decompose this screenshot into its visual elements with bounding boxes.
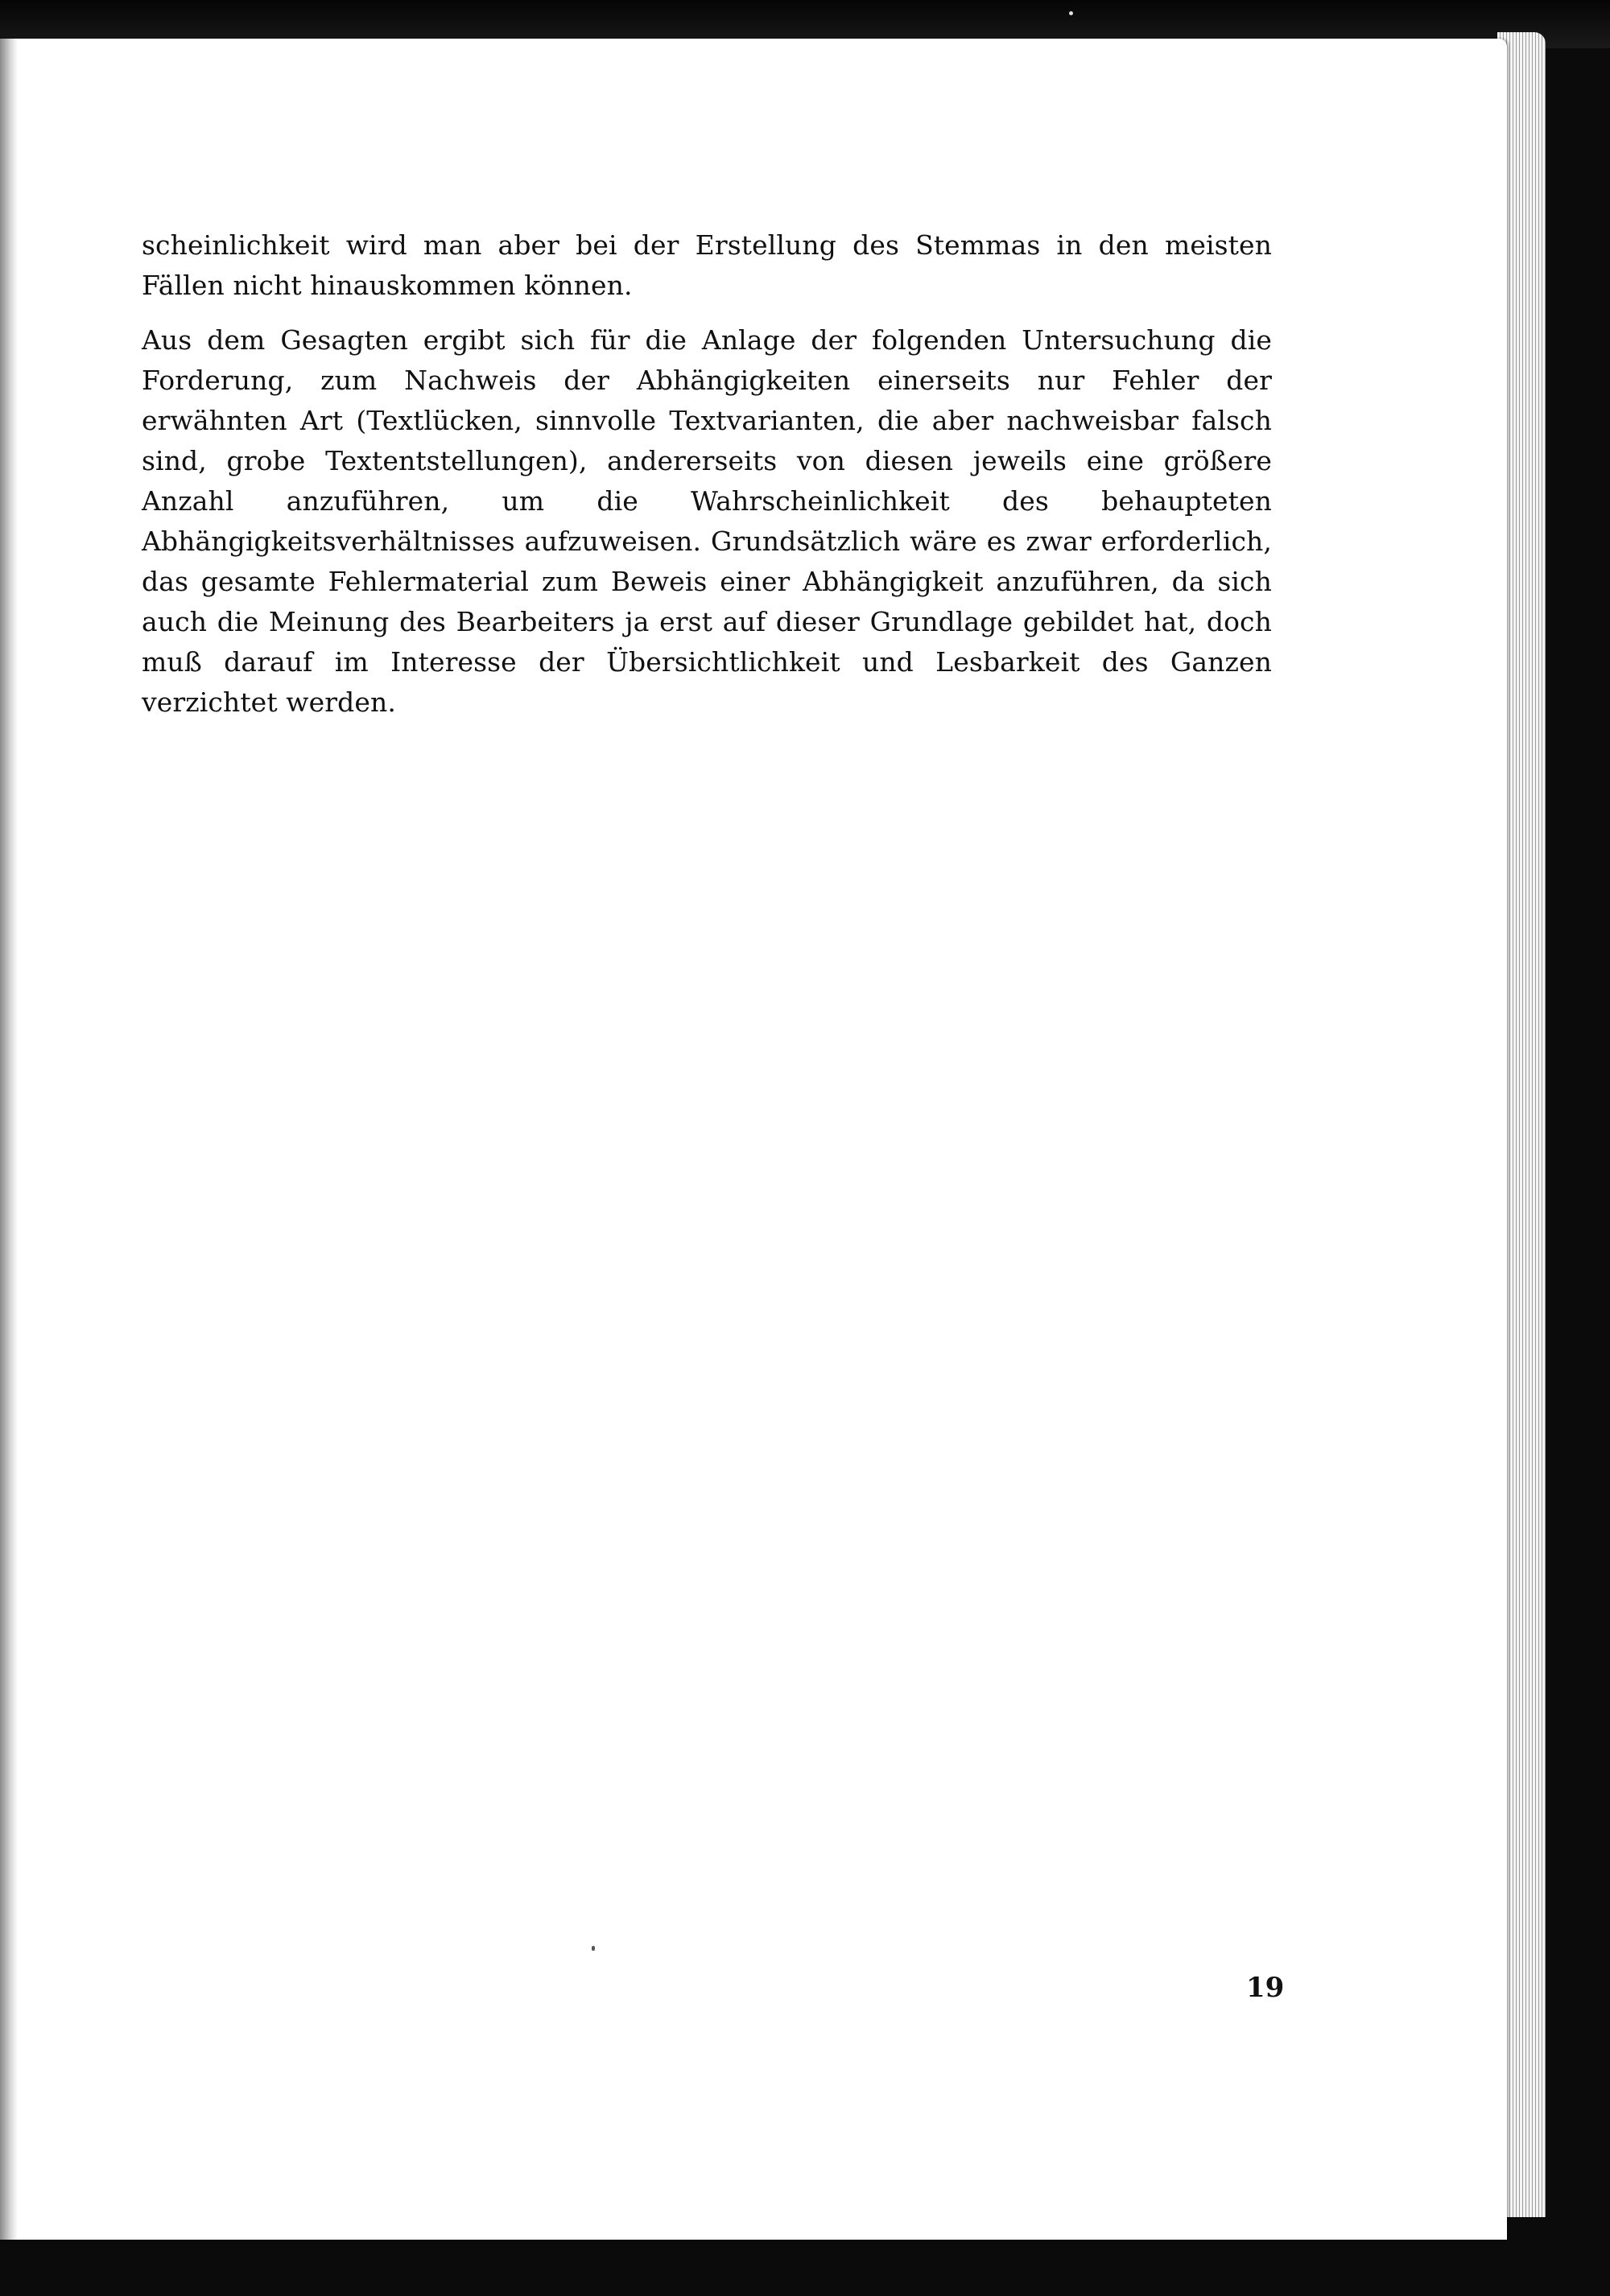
paragraph-1: scheinlichkeit wird man aber bei der Erstellung des Stemmas in den meisten Fällen nicht hinauskommen können. xyxy=(142,229,1272,301)
paragraph-2: Aus dem Gesagten ergibt sich für die Anlage der folgenden Untersuchung die Forderung, zum Nachweis der Abhängigkeiten einerseits nur Fehler der erwähnten Art (Textlücken, sinnvolle Textvarianten, die aber nachweisbar falsch sind, grobe Textentstellungen), andererseits von diesen jeweils eine größere Anzahl anzuführen, um die Wahrscheinlichkeit des behaupteten Abhängigkeitsverhältnisses aufzuweisen. Grundsätzlich wäre es zwar erforderlich, das gesamte Fehlermaterial zum Beweis einer Abhängigkeit anzuführen, da sich auch die Meinung des Bearbeiters ja erst auf dieser Grundlage gebildet hat, doch muß darauf im Interesse der Übersichtlichkeit und Lesbarkeit des Ganzen verzichtet werden. xyxy=(142,324,1272,718)
ink-speck xyxy=(592,1946,595,1951)
dust-speck xyxy=(1069,11,1073,15)
page-number: 19 xyxy=(1246,1972,1285,2004)
binding-shadow xyxy=(0,39,18,2240)
body-text xyxy=(142,225,1272,737)
